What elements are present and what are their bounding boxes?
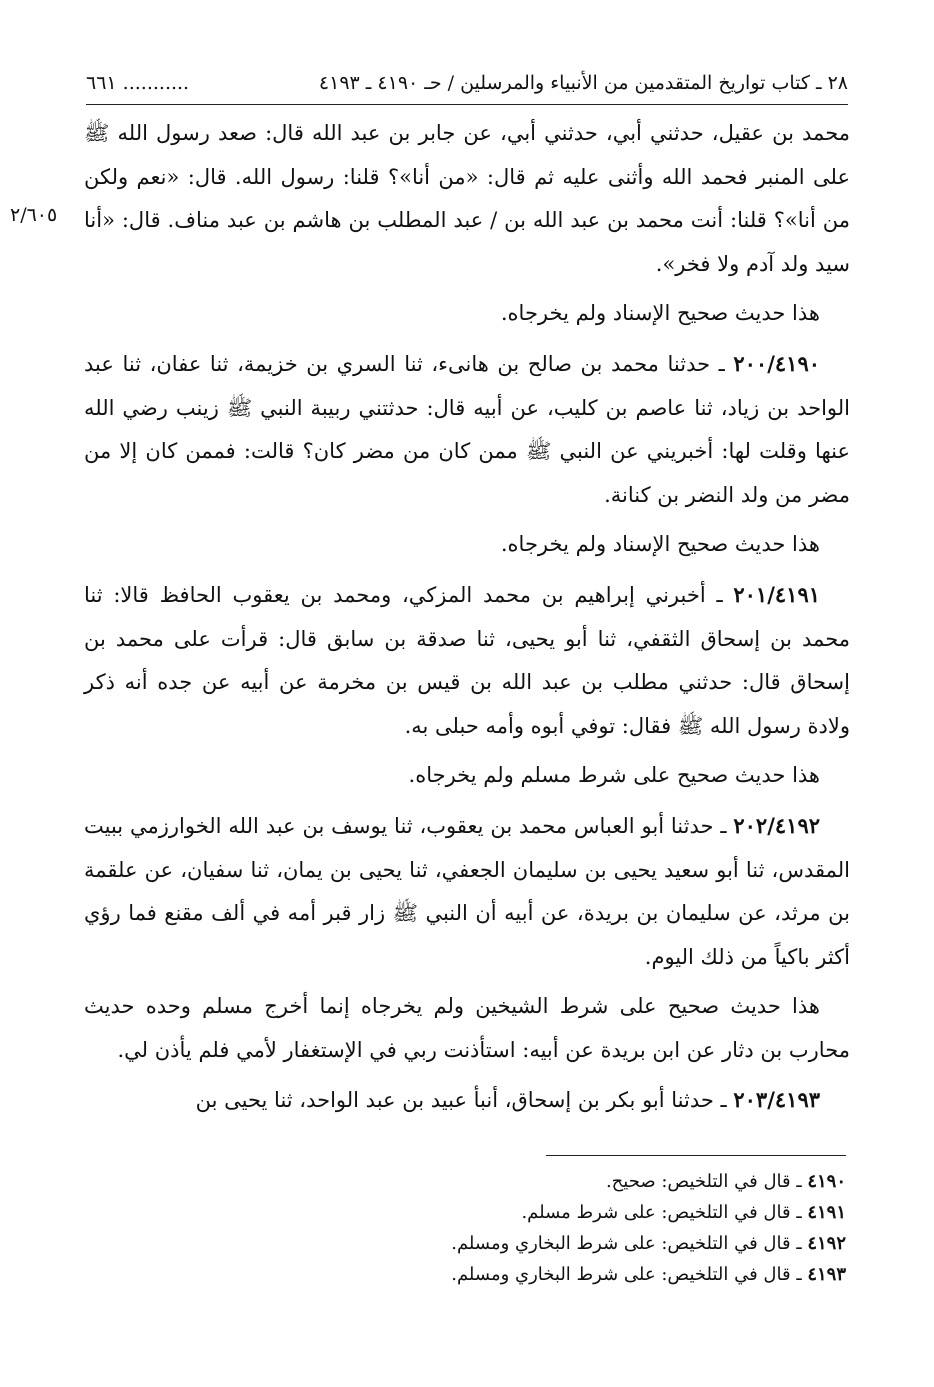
paragraph <box>84 112 850 286</box>
paragraph <box>84 523 850 567</box>
paragraph <box>84 985 850 1072</box>
hadith-number: ٢٠٢/٤١٩٢ <box>733 812 820 838</box>
hadith-number: ٢٠٠/٤١٩٠ <box>733 350 820 376</box>
running-header <box>86 66 848 105</box>
footnote <box>300 1166 846 1197</box>
footnote-number: ٤١٩٢ <box>807 1233 846 1254</box>
footnote-text: ـ قال في التلخيص: على شرط البخاري ومسلم. <box>451 1264 808 1285</box>
hadith-number: ٢٠١/٤١٩١ <box>733 581 820 607</box>
paragraph-text: هذا حديث صحيح الإسناد ولم يخرجاه. <box>500 301 820 326</box>
paragraph-text: هذا حديث صحيح الإسناد ولم يخرجاه. <box>500 532 820 557</box>
main-text <box>84 112 850 1129</box>
footnote-text: ـ قال في التلخيص: صحيح. <box>605 1171 808 1192</box>
paragraph <box>84 292 850 336</box>
footnote <box>300 1228 846 1259</box>
paragraph <box>84 754 850 798</box>
paragraph-text: هذا حديث صحيح على شرط مسلم ولم يخرجاه. <box>408 763 820 788</box>
paragraph-text: ـ حدثنا أبو بكر بن إسحاق، أنبأ عبيد بن عبد الواحد، ثنا يحيى بن <box>195 1088 734 1113</box>
paragraph-text: ـ حدثنا محمد بن صالح بن هانىء، ثنا السري بن خزيمة، ثنا عفان، ثنا عبد الواحد بن زياد، ثنا عاصم بن كليب، عن أبيه قال: حدثتني ربيبة النبي ﷺ زينب رضي الله عنها وقلت لها: أخبريني عن النبي ﷺ ممن كان من مضر كان؟ قالت: فممن كان إلا من مضر من ولد النضر بن كنانة. <box>84 351 850 507</box>
footnotes <box>300 1166 846 1290</box>
hadith-paragraph <box>84 573 850 748</box>
page-number: ........... ٦٦١ <box>86 72 190 94</box>
footnote-number: ٤١٩٠ <box>807 1171 846 1192</box>
footnote <box>300 1259 846 1290</box>
paragraph-text: ـ أخبرني إبراهيم بن محمد المزكي، ومحمد بن يعقوب الحافظ قالا: ثنا محمد بن إسحاق الثقفي، ثنا أبو يحيى، ثنا صدقة بن سابق قال: قرأت على محمد بن إسحاق قال: حدثني مطلب بن عبد الله بن قيس بن مخرمة عن أبيه عن جده أنه ذكر ولادة رسول الله ﷺ فقال: توفي أبوه وأمه حبلى به. <box>84 582 850 738</box>
margin-reference: ٢/٦٠٥ <box>10 204 58 226</box>
hadith-number: ٢٠٣/٤١٩٣ <box>733 1087 820 1113</box>
footnote <box>300 1197 846 1228</box>
header-title: ٢٨ ـ كتاب تواريخ المتقدمين من الأنبياء والمرسلين / حـ ٤١٩٠ ـ ٤١٩٣ <box>318 72 848 94</box>
paragraph-text: محمد بن عقيل، حدثني أبي، حدثني أبي، عن جابر بن عبد الله قال: صعد رسول الله ﷺ على المنبر فحمد الله وأثنى عليه ثم قال: «من أنا»؟ قلنا: رسول الله. قال: «نعم ولكن من أنا»؟ قلنا: أنت محمد بن عبد الله بن / عبد المطلب بن هاشم بن عبد مناف. قال: «أنا سيد ولد آدم ولا فخر». <box>84 121 850 276</box>
footnote-number: ٤١٩١ <box>807 1202 846 1223</box>
footnote-text: ـ قال في التلخيص: على شرط مسلم. <box>521 1202 808 1223</box>
paragraph-text: ـ حدثنا أبو العباس محمد بن يعقوب، ثنا يوسف بن عبد الله الخوارزمي ببيت المقدس، ثنا أبو سعيد يحيى بن سليمان الجعفي، ثنا يحيى بن يمان، ثنا سفيان، عن علقمة بن مرثد، عن سليمان بن بريدة، عن أبيه أن النبي ﷺ زار قبر أمه في ألف مقنع فما رؤي أكثر باكياً من ذلك اليوم. <box>84 813 850 969</box>
hadith-paragraph <box>84 1078 850 1123</box>
paragraph-text: هذا حديث صحيح على شرط الشيخين ولم يخرجاه إنما أخرج مسلم وحده حديث محارب بن دثار عن ابن بريدة عن أبيه: استأذنت ربي في الإستغفار لأمي فلم يأذن لي. <box>84 994 850 1062</box>
footnote-text: ـ قال في التلخيص: على شرط البخاري ومسلم. <box>451 1233 808 1254</box>
hadith-paragraph <box>84 804 850 979</box>
hadith-paragraph <box>84 342 850 517</box>
footnote-number: ٤١٩٣ <box>807 1264 846 1285</box>
page-number-value: ٦٦١ <box>86 72 117 94</box>
footnote-divider <box>546 1155 846 1156</box>
